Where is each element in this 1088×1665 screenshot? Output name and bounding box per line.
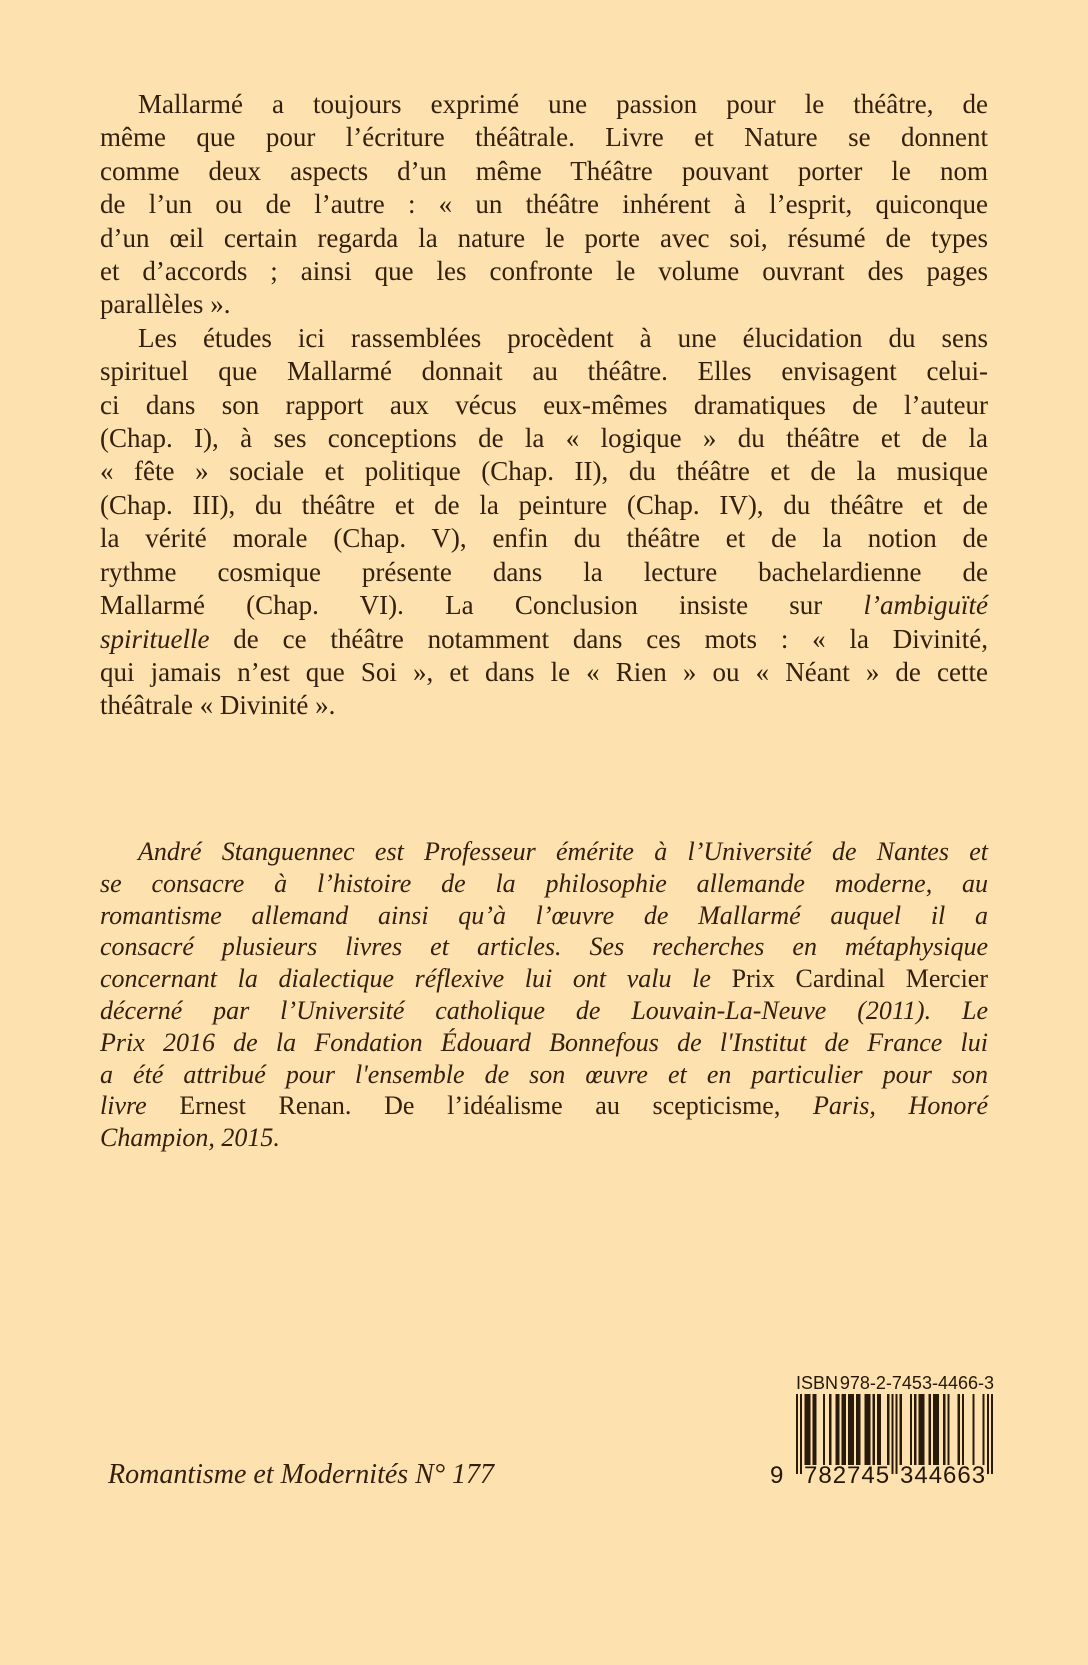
text-line xyxy=(100,1059,988,1091)
text-segment: consacré plusieurs livres et articles. Ses recherches en métaphysique xyxy=(100,932,988,962)
text-line xyxy=(100,255,988,288)
text-segment: Paris, Honoré xyxy=(780,1091,988,1121)
text-segment: livre xyxy=(100,1091,180,1121)
text-line xyxy=(100,422,988,455)
barcode-bar xyxy=(796,1394,798,1474)
text-line xyxy=(100,836,988,868)
barcode-bar xyxy=(867,1394,869,1465)
barcode-bar xyxy=(929,1394,931,1465)
barcode-bar xyxy=(937,1394,939,1465)
text-segment: Les études ici rassemblées procèdent à une élucidation du sens xyxy=(138,322,988,353)
text-segment: se consacre à l’histoire de la philosophie allemande moderne, au xyxy=(100,868,988,898)
text-line xyxy=(100,522,988,555)
barcode-bar xyxy=(887,1394,889,1465)
text-line xyxy=(100,900,988,932)
text-segment: de ce théâtre notamment dans ces mots : « la Divinité, xyxy=(209,623,988,654)
text-segment: André Stanguennec est Professeur émérite à l’Université de Nantes et xyxy=(138,837,988,866)
barcode-bar xyxy=(879,1394,881,1465)
text-line xyxy=(100,656,988,689)
barcode-bar xyxy=(837,1394,839,1465)
barcode-bar xyxy=(910,1394,912,1465)
author-bio-text xyxy=(100,836,988,1154)
text-line xyxy=(100,355,988,388)
text-line xyxy=(100,1090,988,1122)
text-line xyxy=(100,995,988,1027)
text-line xyxy=(100,88,988,121)
barcode-bar xyxy=(891,1394,893,1474)
text-segment: Prix Cardinal Mercier xyxy=(731,964,989,994)
text-segment: même que pour l’écriture théâtrale. Livre et Nature se donnent xyxy=(100,122,988,153)
barcode-bar xyxy=(804,1394,806,1465)
barcode-bar xyxy=(842,1394,844,1465)
isbn-label: ISBN xyxy=(796,1373,839,1393)
text-segment: Champion, 2015. xyxy=(100,1123,280,1153)
barcode-bar xyxy=(813,1394,815,1465)
text-line xyxy=(100,455,988,488)
text-segment: ci dans son rapport aux vécus eux-mêmes dramatiques de l’auteur xyxy=(100,389,988,420)
text-line xyxy=(100,1027,988,1059)
barcode-bar xyxy=(983,1394,985,1465)
barcode-bar xyxy=(922,1394,924,1465)
text-segment: spirituelle xyxy=(100,623,210,654)
barcode-bar xyxy=(943,1394,945,1465)
barcode-digits-right: 344663 xyxy=(900,1462,987,1489)
barcode-bar xyxy=(869,1394,871,1465)
barcode-bar xyxy=(852,1394,854,1465)
text-segment: qui jamais n’est que Soi », et dans le « Rien » ou « Néant » de cette xyxy=(100,656,988,687)
text-line xyxy=(100,222,988,255)
barcode-digits-left: 782745 xyxy=(804,1462,891,1489)
barcode-bar xyxy=(920,1394,922,1465)
text-segment: théâtrale « Divinité ». xyxy=(100,690,336,721)
barcode-bar xyxy=(933,1394,935,1465)
barcode-bar xyxy=(896,1394,898,1474)
text-line xyxy=(100,1122,988,1154)
text-segment: concernant la dialectique réflexive lui ont valu le xyxy=(100,964,732,994)
text-segment: (Chap. I), à ses conceptions de la « logique » du théâtre et de la xyxy=(100,423,988,454)
barcode-bar xyxy=(958,1394,960,1465)
text-segment: décerné par l’Université catholique de Louvain-La-Neuve (2011). Le xyxy=(100,995,988,1025)
barcode-bar xyxy=(962,1394,964,1465)
barcode-bar xyxy=(835,1394,837,1465)
text-segment: Prix 2016 de la Fondation Édouard Bonnefous de l'Institut de France lui xyxy=(100,1027,988,1057)
text-line xyxy=(100,623,988,656)
barcode-bar xyxy=(858,1394,860,1465)
barcode-bar xyxy=(877,1394,879,1465)
text-segment: l’ambiguïté xyxy=(863,590,988,621)
barcode-bar xyxy=(864,1394,866,1465)
isbn-line xyxy=(796,1373,994,1393)
barcode-bar xyxy=(856,1394,858,1465)
barcode-bar xyxy=(806,1394,808,1465)
barcode-bar xyxy=(987,1394,989,1474)
text-segment: d’un œil certain regarda la nature le porte avec soi, résumé de types xyxy=(100,222,988,253)
text-segment: parallèles ». xyxy=(100,289,231,320)
barcode-digit-first: 9 xyxy=(770,1462,785,1489)
text-segment: (Chap. III), du théâtre et de la peinture (Chap. IV), du théâtre et de xyxy=(100,489,988,520)
barcode-bar xyxy=(800,1394,802,1474)
text-segment: Mallarmé (Chap. VI). La Conclusion insiste sur xyxy=(100,590,864,621)
text-segment: comme deux aspects d’un même Théâtre pouvant porter le nom xyxy=(100,155,988,186)
text-line xyxy=(100,689,988,722)
text-line xyxy=(100,868,988,900)
text-segment: spirituel que Mallarmé donnait au théâtre. Elles envisagent celui- xyxy=(100,356,988,387)
text-line xyxy=(100,155,988,188)
text-line xyxy=(100,589,988,622)
text-segment: a été attribué pour l'ensemble de son œuvre et en particulier pour son xyxy=(100,1059,988,1089)
barcode-bar xyxy=(808,1394,810,1465)
synopsis-text xyxy=(100,88,988,723)
text-segment: rythme cosmique présente dans la lecture bachelardienne de xyxy=(100,556,988,587)
barcode-bar xyxy=(918,1394,920,1465)
isbn-number: 978-2-7453-4466-3 xyxy=(839,1373,994,1393)
barcode-bar xyxy=(935,1394,937,1465)
barcode-bar xyxy=(972,1394,974,1465)
barcode-bar xyxy=(914,1394,916,1465)
text-line xyxy=(100,389,988,422)
text-line xyxy=(100,556,988,589)
text-line xyxy=(100,188,988,221)
text-segment: Mallarmé a toujours exprimé une passion pour le théâtre, de xyxy=(138,89,988,119)
text-segment: « fête » sociale et politique (Chap. II), du théâtre et de la musique xyxy=(100,456,988,487)
barcode-bar xyxy=(850,1394,852,1465)
barcode-bar xyxy=(900,1394,902,1465)
barcode-bar xyxy=(815,1394,817,1465)
text-line xyxy=(100,121,988,154)
barcode-bar xyxy=(823,1394,825,1465)
collection-title: Romantisme et Modernités N° 177 xyxy=(108,1459,495,1490)
barcode-bar xyxy=(848,1394,850,1465)
barcode-bar xyxy=(844,1394,846,1465)
text-line xyxy=(100,322,988,355)
text-line xyxy=(100,931,988,963)
text-segment: et d’accords ; ainsi que les confronte le volume ouvrant des pages xyxy=(100,256,988,287)
barcode-bar xyxy=(873,1394,875,1465)
barcode-bar xyxy=(947,1394,949,1465)
text-segment: Ernest Renan. De l’idéalisme au scepticisme, xyxy=(179,1091,781,1121)
barcode-bar xyxy=(829,1394,831,1465)
text-line xyxy=(100,288,988,321)
text-segment: de l’un ou de l’autre : « un théâtre inhérent à l’esprit, quiconque xyxy=(100,189,988,220)
text-segment: la vérité morale (Chap. V), enfin du théâtre et de la notion de xyxy=(100,523,988,554)
text-segment: romantisme allemand ainsi qu’à l’œuvre de Mallarmé auquel il a xyxy=(100,900,988,930)
text-line xyxy=(100,489,988,522)
barcode-bar xyxy=(991,1394,993,1474)
text-line xyxy=(100,963,988,995)
